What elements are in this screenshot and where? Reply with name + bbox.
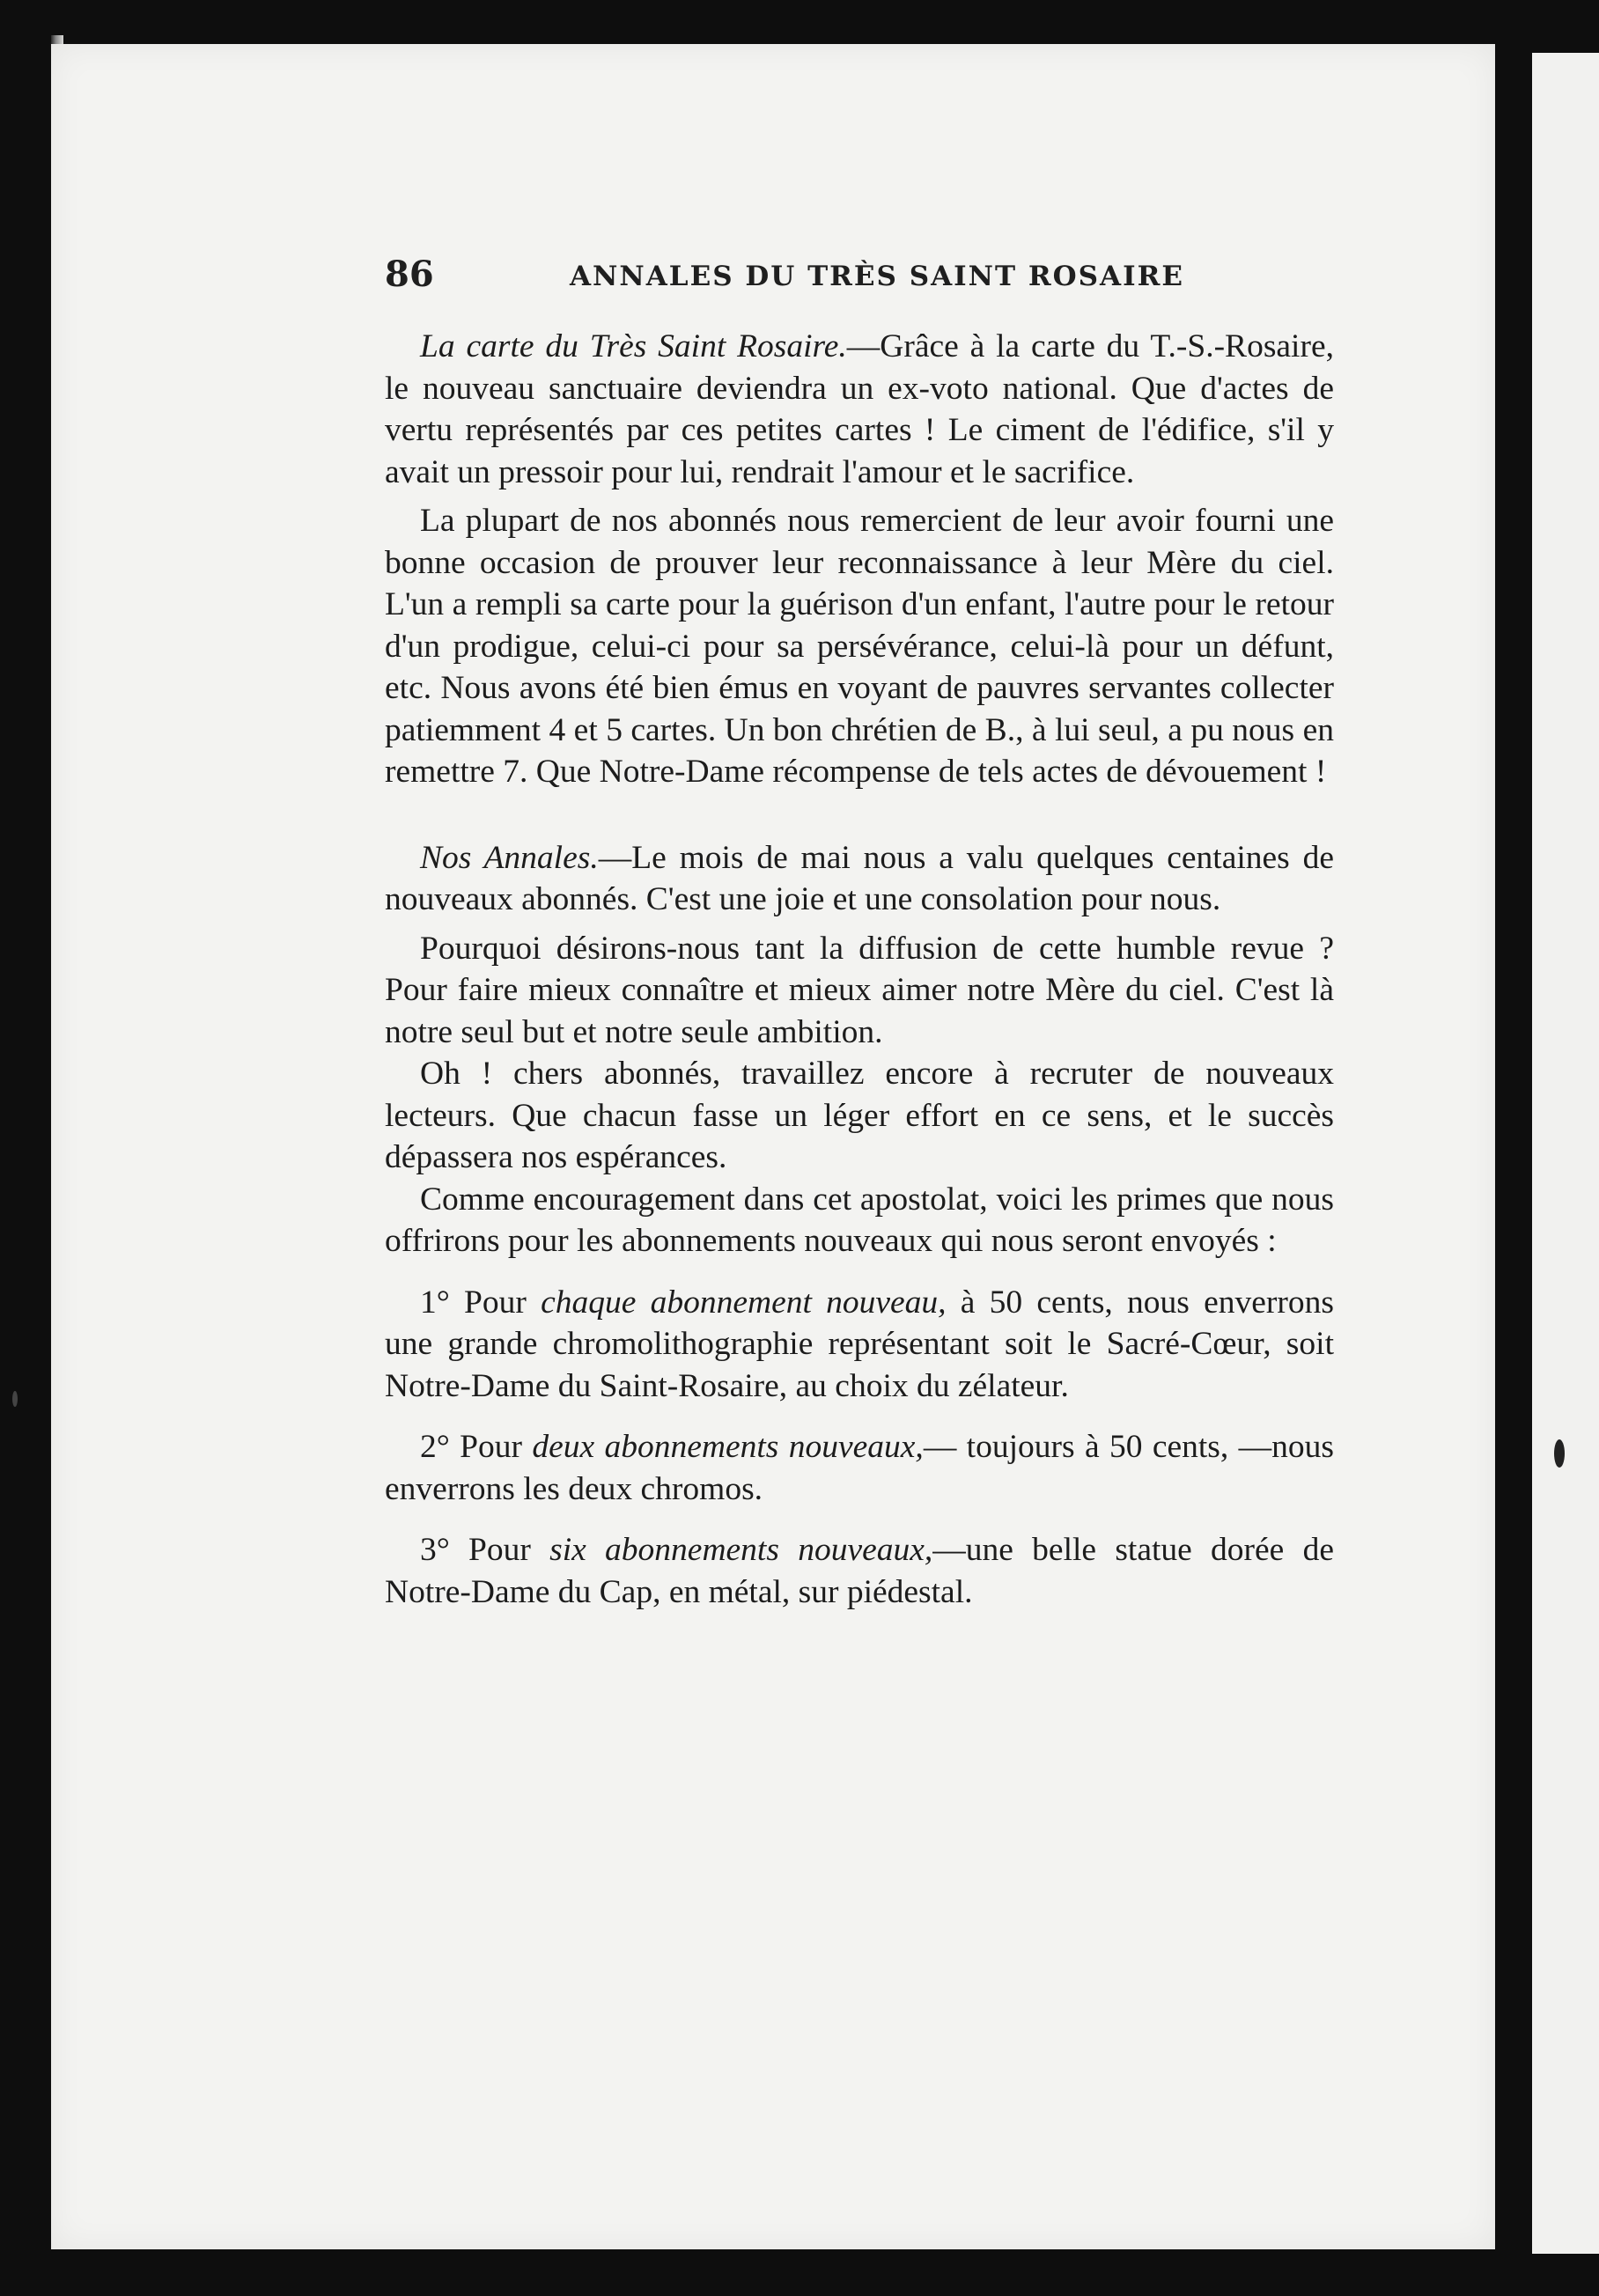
section-title-annales: Nos Annales. <box>420 839 599 876</box>
prime-text-1: à 50 cents, nous enverrons une grande chromolithographie représentant soit le Sacré-Cœur, soit Notre-Dame du Saint-Rosaire, au choix du zélateur. <box>385 1284 1334 1404</box>
adjacent-page-edge <box>1532 53 1599 2254</box>
prime-item-2 <box>385 1426 1334 1510</box>
page-number: 86 <box>385 254 434 295</box>
running-title: ANNALES DU TRÈS SAINT ROSAIRE <box>570 261 1184 292</box>
prime-emphasis-3: six abonnements nouveaux, <box>549 1532 933 1568</box>
prime-item-1 <box>385 1282 1334 1408</box>
paragraph-recruter: Oh ! chers abonnés, travaillez encore à recruter de nouveaux lecteurs. Que chacun fasse un léger effort en ce sens, et le succès dépassera nos espérances. <box>385 1056 1334 1175</box>
adjacent-page-mark <box>1554 1439 1565 1468</box>
prime-emphasis-2: deux abonnements nouveaux, <box>532 1429 924 1465</box>
paragraph-carte <box>385 326 1334 493</box>
prime-text-3: —une belle statue dorée de Notre-Dame du Cap, en métal, sur piédestal. <box>385 1532 1334 1610</box>
paragraph-annales <box>385 837 1334 921</box>
prime-number-2: 2° Pour <box>420 1429 533 1465</box>
prime-number-1: 1° Pour <box>420 1284 542 1321</box>
paragraph-annales-text: —Le mois de mai nous a valu quelques centaines de nouveaux abonnés. C'est une joie et une consolation pour nous. <box>385 839 1334 917</box>
prime-emphasis-1: chaque abonnement nouveau, <box>541 1284 947 1321</box>
paragraph-primes-intro: Comme encouragement dans cet apostolat, voici les primes que nous offrirons pour les abonnements nouveaux qui nous seront envoyés : <box>385 1181 1334 1259</box>
paragraph-diffusion: Pourquoi désirons-nous tant la diffusion de cette humble revue ? Pour faire mieux connaître et mieux aimer notre Mère du ciel. C'est là notre seul but et notre seule ambition. <box>385 930 1334 1050</box>
page-body <box>385 326 1334 1613</box>
gutter-mark <box>12 1391 18 1407</box>
section-title-carte: La carte du Très Saint Rosaire. <box>420 328 847 364</box>
prime-number-3: 3° Pour <box>420 1532 550 1568</box>
paragraph-abonnes-remercient: La plupart de nos abonnés nous remercient de leur avoir fourni une bonne occasion de prouver leur reconnaissance à leur Mère du ciel. L'un a rempli sa carte pour la guérison d'un enfant, l'autre pour le retour d'un prodigue, celui-ci pour sa persévérance, celui-là pour un défunt, etc. Nous avons été bien émus en voyant de pauvres servantes collecter patiemment 4 et 5 cartes. Un bon chrétien de B., à lui seul, a pu nous en remettre 7. Que Notre-Dame récompense de tels actes de dévouement ! <box>385 503 1334 790</box>
prime-text-2: — toujours à 50 cents, —nous enverrons les deux chromos. <box>385 1429 1334 1507</box>
page-header <box>385 254 1336 298</box>
prime-item-3 <box>385 1529 1334 1613</box>
paragraph-carte-text: —Grâce à la carte du T.-S.-Rosaire, le nouveau sanctuaire deviendra un ex-voto national. Que d'actes de vertu représentés par ces petites cartes ! Le ciment de l'édifice, s'il y avait un pressoir pour lui, rendrait l'amour et le sacrifice. <box>385 328 1334 490</box>
